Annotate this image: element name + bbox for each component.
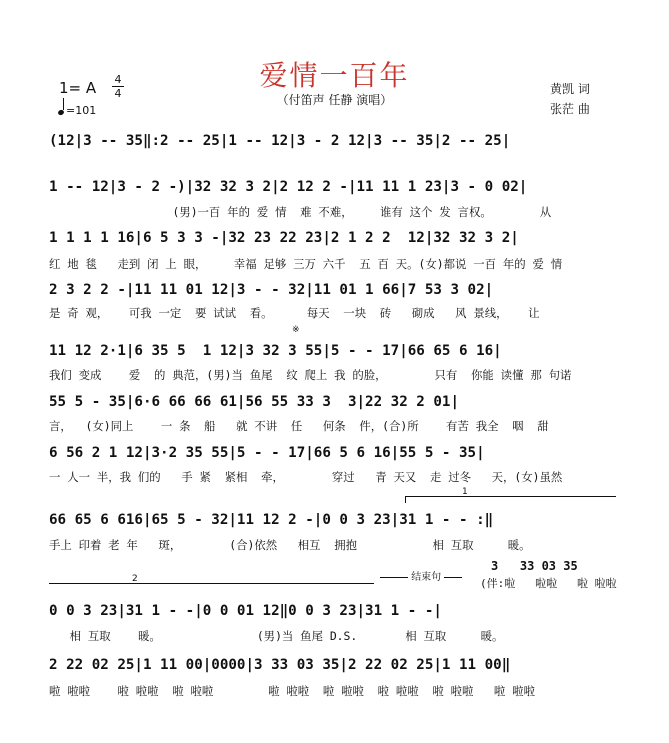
volta-1-label: 1 — [462, 487, 468, 497]
ending-label — [380, 568, 462, 583]
score-line-9: 0 0 3 23|31 1 - -|0 0 01 12‖0 0 3 23|31 1 - -| — [49, 603, 442, 619]
time-signature — [112, 74, 124, 99]
song-title: 爱情一百年 — [259, 59, 410, 92]
lyric-line-5: 我们 变成 爱 的 典范，(男)当 鱼尾 纹 爬上 我 的脸， 只有 你能 读懂 那 句诺 — [49, 368, 572, 382]
lyric-line-3: 红 地 毯 走到 闭 上 眼， 幸福 足够 三万 六千 五 百 天。(女)都说 一百 年的 爱 情 — [49, 257, 563, 271]
score-line-8: 66 65 6 616|65 5 - 32|11 12 2 -|0 0 3 23|31 1 - - :‖ — [49, 512, 494, 528]
lyric-line-4: 是 奇 观， 可我 一定 要 试试 看。 每天 一块 砖 砌成 风 景线， 让 — [49, 306, 540, 320]
time-bottom: 4 — [114, 87, 122, 100]
score-line-5: 11 12 2·1|6 35 5 1 12|3 32 3 55|5 - - 17|66 65 6 16| — [49, 343, 502, 359]
score-line-6: 55 5 - 35|6·6 66 66 61|56 55 33 3 3|22 32 2 01| — [49, 394, 459, 410]
ending-label-text: 结束句 — [411, 572, 442, 583]
score-line-3: 1 1 1 1 16|6 5 3 3 -|32 23 22 23|2 1 2 2 12|32 32 3 2| — [49, 230, 519, 246]
time-top: 4 — [114, 73, 122, 86]
volta-2-label: 2 — [132, 574, 138, 584]
score-line-7: 6 56 2 1 12|3·2 35 55|5 - - 17|66 5 6 16|55 5 - 35| — [49, 445, 485, 461]
lyric-line-6: 言， (女)同上 一 条 船 就 不讲 任 何条 件，(合)所 有苦 我全 咽 甜 — [49, 419, 549, 433]
composer-credit: 张茫 曲 — [550, 102, 590, 116]
tempo-value: =101 — [66, 104, 97, 117]
song-subtitle: （付笛声 任静 演唱） — [276, 93, 393, 107]
score-line-4: 2 3 2 2 -|11 11 01 12|3 - - 32|11 01 1 66|7 53 3 02| — [49, 282, 494, 298]
lyric-line-9: 相 互取 暖。 (男)当 鱼尾 D.S. 相 互取 暖。 — [49, 629, 504, 643]
lyric-line-2: (男)一百 年的 爱 情 难 不难， 谁有 这个 发 言权。 从 — [49, 205, 552, 219]
quarter-note-icon — [57, 109, 64, 116]
tempo-marking — [58, 102, 96, 117]
score-line-1: (12|3 -- 35‖:2 -- 25|1 -- 12|3 - 2 12|3 -- 35|2 -- 25| — [49, 133, 511, 149]
lyric-line-8: 手上 印着 老 年 斑， (合)依然 相互 拥抱 相 互取 暖。 — [49, 538, 531, 552]
accompaniment-lyrics: (伴:啦 啦啦 啦 啦啦 — [480, 577, 617, 590]
score-line-10: 2 22 02 25|1 11 00|0000|3 33 03 35|2 22 02 25|1 11 00‖ — [49, 657, 511, 673]
lyricist-credit: 黄凯 词 — [550, 82, 590, 96]
score-line-2: 1 -- 12|3 - 2 -)|32 32 3 2|2 12 2 -|11 11 1 23|3 - 0 02| — [49, 179, 528, 195]
key-signature: 1= A — [59, 79, 97, 97]
segno-mark: ※ — [292, 325, 300, 335]
accompaniment-notes: 3 33 03 35 — [491, 559, 578, 573]
lyric-line-10: 啦 啦啦 啦 啦啦 啦 啦啦 啦 啦啦 啦 啦啦 啦 啦啦 啦 啦啦 啦 啦啦 — [49, 684, 535, 698]
lyric-line-7: 一 人一 半，我 们的 手 紧 紧相 牵， 穿过 青 天又 走 过冬 天，(女)虽然 — [49, 470, 563, 484]
volta-1-bracket — [405, 496, 616, 503]
volta-2-bracket — [49, 583, 374, 590]
